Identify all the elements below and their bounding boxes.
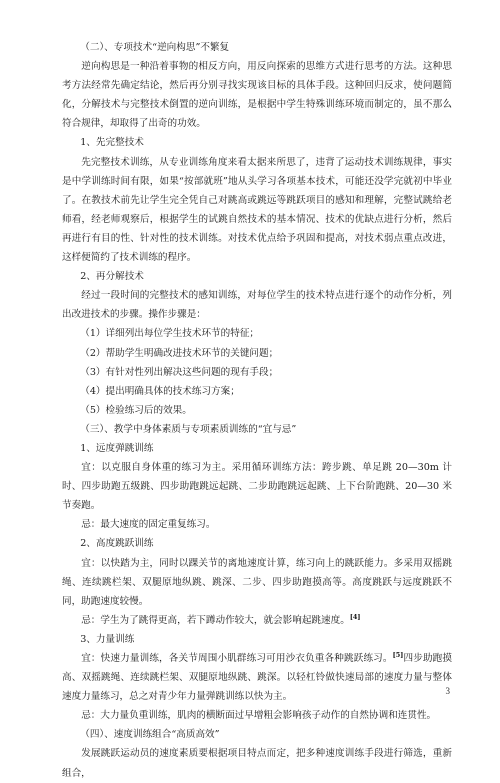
page-number: 3 [445,686,450,696]
item-heading-2: 2、再分解技术 [80,271,144,283]
citation-ref-4: [4] [349,612,361,621]
item-paragraph-2: 经过一段时间的完整技术的感知训练，对每位学生的技术特点进行逐个的动作分析，列出改进技术的步骤。操作步骤是： [62,290,452,321]
section-heading-2: （二）、专项技术“逆向构思”不繁复 [80,42,230,53]
step-item: （4）提出明确具体的技术练习方案； [80,385,240,397]
subsection-heading-2: 2、高度跳跃训练 [80,538,154,550]
ji-paragraph-2 [62,611,452,630]
ji-text-2: 忌：学生为了跳得更高，若下蹲动作较大，就会影响起跳速度。 [81,614,350,626]
step-item: （3）有针对性列出解决这些问题的现有手段； [80,366,279,378]
subsection-heading-3: 3、力量训练 [80,633,135,645]
yi-paragraph-1: 宜：以克服自身体重的练习为主。采用循环训练方法：跨步跳、单足跳 20—30m 计时、四步助跑五级跳、四步助跑跳远起跳、二步助跑跳远起跳、上下台阶跑跳、20—30 米节奏跑。 [62,462,452,512]
ji-paragraph-1: 忌：最大速度的固定重复练习。 [81,519,216,531]
section-heading-3: （三）、教学中身体素质与专项素质训练的“宜与忌” [80,423,297,435]
yi-paragraph-3 [62,649,452,706]
step-item: （5）检验练习后的效果。 [80,404,192,416]
citation-ref-5: [5] [392,650,404,659]
subsection-heading-1: 1、远度弹跳训练 [80,442,154,454]
item-paragraph-1: 先完整技术训练，从专业训练角度来看太据来所思了，违背了运动技术训练规律，事实是中学训练时间有限，如果“按部就班”地从头学习各项基本技术，可能还没学完就初中毕业了。在教技术前先让学生完全凭自己对跳高或跳远等跳跃项目的感知和理解，完整试跳给老师看，经老师观察后，根据学生的试跳自然技术的基本情况、技术的优缺点进行分析，然后再进行有目的性、针对性的技术训练。对技术优点给予巩固和提高，对技术弱点重点改进，这样便简约了技术训练的程序。 [62,156,452,264]
section-paragraph-4: 发展跳跃运动员的速度素质要根据项目特点而定，把多种速度训练手段进行筛选，重新组合， [62,748,452,779]
ji-paragraph-3: 忌：大力量负重训练，肌肉的横断面过早增粗会影响孩子动作的自然协调和连贯性。 [81,710,437,722]
yi-text-3b: 四步助跑摸高、双摇跳绳、连续跳栏架、双腿原地纵跳、跳深。以轻杠铃做快速局部的速度力量与整体速度力量练习，总之对青少年力量弹跳训练以快为主。 [62,653,453,703]
yi-paragraph-2: 宜：以快踏为主，同时以踝关节的离地速度计算，练习向上的跳跃能力。多采用双摇跳绳、连续跳栏架、双腿原地纵跳、跳深、二步、四步助跑摸高等。高度跳跃与远度跳跃不同，助跑速度较慢。 [62,557,452,607]
yi-text-3a: 宜：快速力量训练，各关节周围小肌群练习可用沙衣负重各种跳跃练习。 [81,653,393,664]
step-item: （1）详细列出每位学生技术环节的特征； [80,328,260,340]
item-heading-1: 1、先完整技术 [80,137,144,149]
intro-paragraph: 逆向构思是一种沿着事物的相反方向，用反向探索的思维方式进行思考的方法。这种思考方法经常先确定结论，然后再分别寻找实现该目标的具体手段。这种回归反求，使问题简化，分解技术与完整技术倒置的逆向训练，是根据中学生特殊训练环境而制定的，虽不那么符合规律，却取得了出奇的功效。 [62,61,452,130]
body-text [62,38,452,783]
section-heading-4: （四）、速度训练组合“高质高效” [80,729,220,741]
step-item: （2）帮助学生明确改进技术环节的关键问题； [80,347,279,359]
